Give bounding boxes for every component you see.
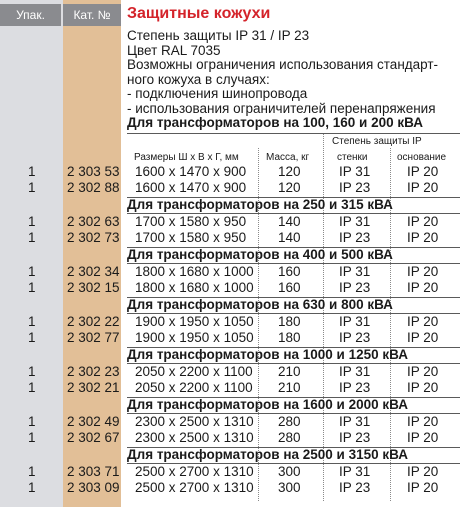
- walls-ip-cell: IP 23: [339, 480, 371, 495]
- table-row: [0, 230, 464, 246]
- dimensions-cell: 2050 x 2200 x 1100: [135, 380, 253, 395]
- upak-cell: 1: [28, 464, 36, 479]
- base-ip-cell: IP 20: [407, 414, 439, 429]
- section-title: Для трансформаторов на 1600 и 2000 кВА: [127, 397, 408, 412]
- base-ip-cell: IP 20: [407, 330, 439, 345]
- catalog-number-cell: 2 302 34: [67, 264, 120, 279]
- mass-cell: 160: [278, 280, 301, 295]
- walls-ip-cell: IP 23: [339, 330, 371, 345]
- catalog-number-cell: 2 302 73: [67, 230, 120, 245]
- table-row: [0, 264, 464, 280]
- dimensions-cell: 1700 x 1580 x 950: [135, 214, 247, 229]
- mass-cell: 180: [278, 330, 301, 345]
- mass-cell: 180: [278, 314, 301, 329]
- base-ip-cell: IP 20: [407, 180, 439, 195]
- mass-cell: 140: [278, 214, 301, 229]
- header-catalog-number: Кат. №: [63, 4, 121, 26]
- table-row: [0, 214, 464, 230]
- base-ip-cell: IP 20: [407, 230, 439, 245]
- info-line: Степень защиты IP 31 / IP 23: [127, 28, 310, 43]
- mass-cell: 160: [278, 264, 301, 279]
- dimensions-cell: 1900 x 1950 x 1050: [135, 314, 254, 329]
- upak-cell: 1: [28, 330, 36, 345]
- table-row: [0, 280, 464, 296]
- walls-ip-cell: IP 23: [339, 180, 371, 195]
- section-title: Для трансформаторов на 100, 160 и 200 кВА: [127, 115, 423, 130]
- upak-cell: 1: [28, 430, 36, 445]
- walls-ip-cell: IP 31: [339, 414, 371, 429]
- walls-ip-cell: IP 31: [339, 264, 371, 279]
- subheader-base: основание: [397, 152, 447, 163]
- base-ip-cell: IP 20: [407, 280, 439, 295]
- section-title: Для трансформаторов на 630 и 800 кВА: [127, 297, 393, 312]
- walls-ip-cell: IP 31: [339, 214, 371, 229]
- upak-cell: 1: [28, 280, 36, 295]
- walls-ip-cell: IP 31: [339, 464, 371, 479]
- walls-ip-cell: IP 23: [339, 430, 371, 445]
- catalog-number-cell: 2 302 21: [67, 380, 120, 395]
- walls-ip-cell: IP 23: [339, 380, 371, 395]
- section-title: Для трансформаторов на 400 и 500 кВА: [127, 247, 393, 262]
- header-upak: Упак.: [0, 4, 61, 26]
- table-row: [0, 314, 464, 330]
- upak-cell: 1: [28, 164, 36, 179]
- section-title: Для трансформаторов на 2500 и 3150 кВА: [127, 447, 408, 462]
- subheader-walls: стенки: [337, 152, 368, 163]
- upak-cell: 1: [28, 480, 36, 495]
- upak-cell: 1: [28, 364, 36, 379]
- catalog-number-cell: 2 303 09: [67, 480, 120, 495]
- mass-cell: 300: [278, 480, 301, 495]
- subheader-mass: Масса, кг: [266, 152, 310, 163]
- dimensions-cell: 1800 x 1680 x 1000: [135, 280, 254, 295]
- info-line: Возможны ограничения использования стандарт-: [127, 57, 439, 72]
- walls-ip-cell: IP 31: [339, 164, 371, 179]
- base-ip-cell: IP 20: [407, 380, 439, 395]
- table-row: [0, 464, 464, 480]
- catalog-number-cell: 2 302 63: [67, 214, 120, 229]
- base-ip-cell: IP 20: [407, 480, 439, 495]
- table-row: [0, 380, 464, 396]
- catalog-number-cell: 2 302 88: [67, 180, 120, 195]
- dimensions-cell: 1600 x 1470 x 900: [135, 164, 247, 179]
- base-ip-cell: IP 20: [407, 364, 439, 379]
- base-ip-cell: IP 20: [407, 214, 439, 229]
- mass-cell: 210: [278, 364, 301, 379]
- mass-cell: 280: [278, 430, 301, 445]
- base-ip-cell: IP 20: [407, 314, 439, 329]
- dimensions-cell: 2300 x 2500 x 1310: [135, 430, 254, 445]
- table-row: [0, 330, 464, 346]
- dimensions-cell: 2050 x 2200 x 1100: [135, 364, 253, 379]
- dimensions-cell: 1600 x 1470 x 900: [135, 180, 247, 195]
- mass-cell: 140: [278, 230, 301, 245]
- mass-cell: 120: [278, 180, 301, 195]
- base-ip-cell: IP 20: [407, 464, 439, 479]
- walls-ip-cell: IP 23: [339, 280, 371, 295]
- info-line: - подключения шинопровода: [127, 86, 308, 101]
- page-title: Защитные кожухи: [127, 5, 271, 22]
- base-ip-cell: IP 20: [407, 164, 439, 179]
- catalog-number-cell: 2 303 71: [67, 464, 120, 479]
- catalog-number-cell: 2 302 49: [67, 414, 120, 429]
- info-line: - использования ограничителей перенапряжения: [127, 100, 436, 116]
- dimensions-cell: 1900 x 1950 x 1050: [135, 330, 254, 345]
- mass-cell: 120: [278, 164, 301, 179]
- catalog-number-cell: 2 302 67: [67, 430, 120, 445]
- table-row: [0, 164, 464, 180]
- table-row: [0, 414, 464, 430]
- base-ip-cell: IP 20: [407, 430, 439, 445]
- mass-cell: 280: [278, 414, 301, 429]
- section-title: Для трансформаторов на 250 и 315 кВА: [127, 197, 393, 212]
- dimensions-cell: 1700 x 1580 x 950: [135, 230, 247, 245]
- dimensions-cell: 2300 x 2500 x 1310: [135, 414, 254, 429]
- dimensions-cell: 1800 x 1680 x 1000: [135, 264, 254, 279]
- table-row: [0, 180, 464, 196]
- upak-cell: 1: [28, 380, 36, 395]
- table-row: [0, 364, 464, 380]
- dimensions-cell: 2500 x 2700 x 1310: [135, 480, 254, 495]
- table-row: [0, 430, 464, 446]
- base-ip-cell: IP 20: [407, 264, 439, 279]
- catalog-number-cell: 2 302 15: [67, 280, 120, 295]
- info-line: ного кожуха в случаях:: [127, 71, 270, 87]
- upak-cell: 1: [28, 214, 36, 229]
- dimensions-cell: 2500 x 2700 x 1310: [135, 464, 254, 479]
- subheader-dimensions: Размеры Ш х В х Г, мм: [134, 152, 239, 163]
- subheader-ip-group: Степень защиты IP: [332, 136, 422, 147]
- catalog-number-cell: 2 302 23: [67, 364, 120, 379]
- upak-cell: 1: [28, 230, 36, 245]
- upak-cell: 1: [28, 414, 36, 429]
- walls-ip-cell: IP 31: [339, 364, 371, 379]
- table-row: [0, 480, 464, 496]
- section-divider: [127, 133, 460, 134]
- catalog-number-cell: 2 303 53: [67, 164, 120, 179]
- upak-cell: 1: [28, 264, 36, 279]
- section-title: Для трансформаторов на 1000 и 1250 кВА: [127, 347, 408, 362]
- info-line: Цвет RAL 7035: [127, 42, 221, 58]
- upak-cell: 1: [28, 314, 36, 329]
- walls-ip-cell: IP 23: [339, 230, 371, 245]
- upak-cell: 1: [28, 180, 36, 195]
- walls-ip-cell: IP 31: [339, 314, 371, 329]
- catalog-number-cell: 2 302 22: [67, 314, 120, 329]
- mass-cell: 300: [278, 464, 301, 479]
- catalog-number-cell: 2 302 77: [67, 330, 120, 345]
- mass-cell: 210: [278, 380, 301, 395]
